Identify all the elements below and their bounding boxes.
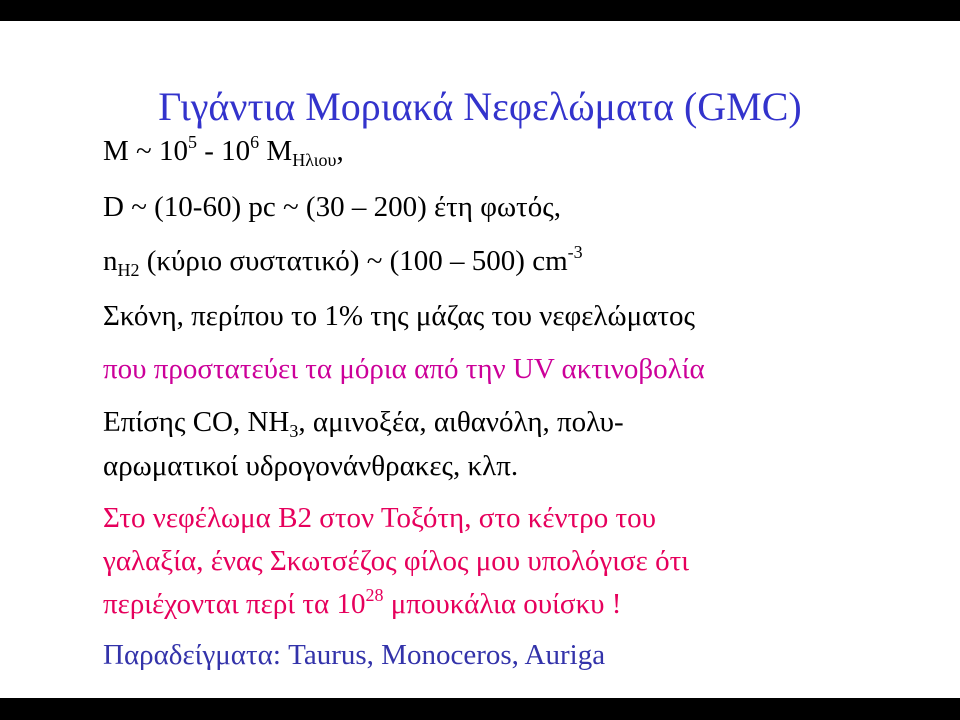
mass-mid: - 10 xyxy=(196,135,251,167)
joke-exponent: 28 xyxy=(365,585,384,605)
joke-line-1: Στο νεφέλωμα B2 στον Τοξότη, στο κέντρο του xyxy=(103,502,657,534)
mass-prefix: M ~ 10 xyxy=(103,135,188,167)
molecules-prefix: Επίσης CO, NH xyxy=(103,406,290,438)
uv-line: που προστατεύει τα μόρια από την UV ακτινοβολία xyxy=(103,353,705,385)
joke-rest: μπουκάλια ουίσκυ ! xyxy=(383,588,622,620)
joke-line-2: γαλαξία, ένας Σκωτσέζος φίλος μου υπολόγισε ότι xyxy=(103,545,690,577)
joke-line-3 xyxy=(103,585,622,620)
slide-title: Γιγάντια Μοριακά Νεφελώματα (GMC) xyxy=(158,84,802,129)
mass-unit: M xyxy=(259,135,293,167)
density-line xyxy=(103,242,583,280)
joke-prefix: περιέχονται περί τα 10 xyxy=(103,588,366,620)
molecules-line-2: αρωματικοί υδρογονάνθρακες, κλπ. xyxy=(103,450,519,482)
molecules-line-1 xyxy=(103,406,624,441)
examples-line: Παραδείγματα: Taurus, Monoceros, Auriga xyxy=(103,639,606,671)
density-prefix: n xyxy=(103,245,118,277)
density-sup: -3 xyxy=(567,242,583,262)
slide xyxy=(0,21,960,698)
mass-end: , xyxy=(336,135,344,167)
mass-exp-high: 6 xyxy=(250,132,260,152)
mass-exp-low: 5 xyxy=(187,132,197,152)
density-mid: (κύριο συστατικό) ~ (100 – 500) cm xyxy=(139,245,568,277)
dust-line: Σκόνη, περίπου το 1% της μάζας του νεφελώματος xyxy=(103,300,695,332)
size-line: D ~ (10-60) pc ~ (30 – 200) έτη φωτός, xyxy=(103,191,561,223)
mass-unit-sub: Ηλιου xyxy=(292,150,337,170)
mass-line xyxy=(103,132,344,170)
density-sub: H2 xyxy=(117,260,140,280)
molecules-rest: , αμινοξέα, αιθανόλη, πολυ- xyxy=(298,406,624,438)
molecules-sub: 3 xyxy=(289,421,299,441)
